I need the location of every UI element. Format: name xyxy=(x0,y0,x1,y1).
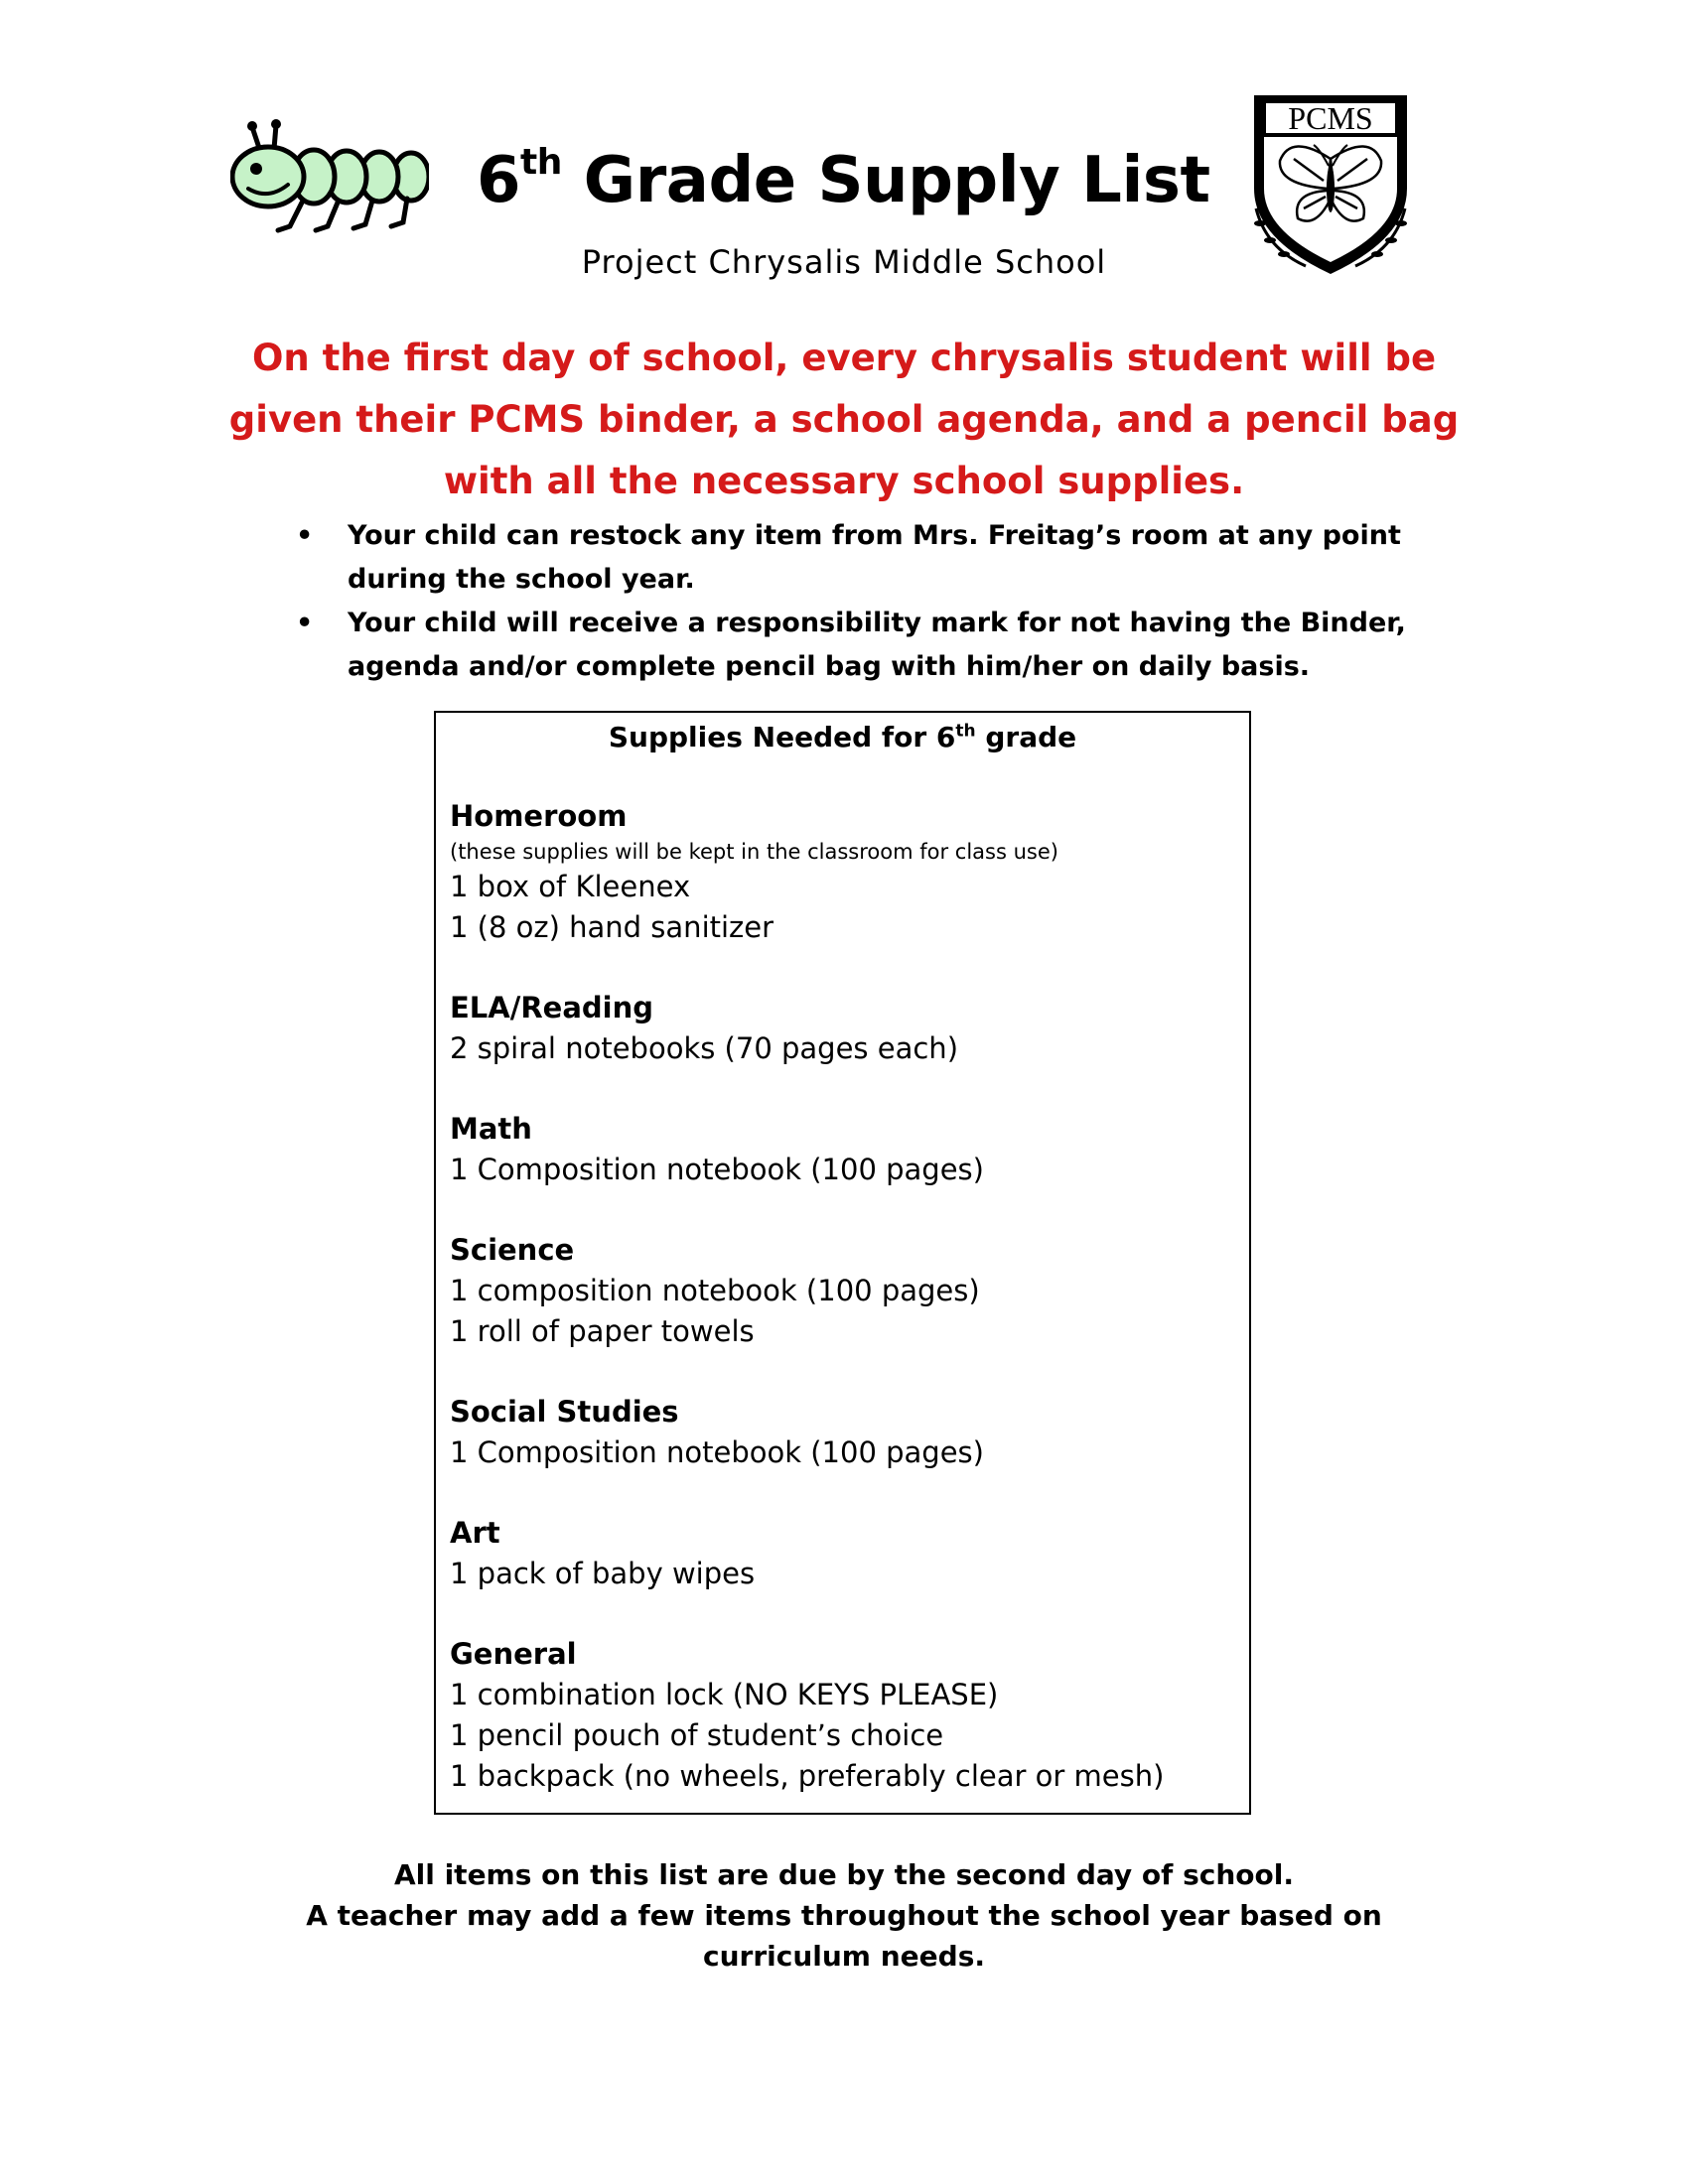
red-notice: On the first day of school, every chrysalis student will be given their PCMS binder, a school agenda, and a pencil bag with all the necessary school supplies. xyxy=(228,337,1460,502)
title-text: Grade Supply List xyxy=(561,144,1210,217)
section-homeroom xyxy=(450,796,1234,948)
caterpillar-logo-icon xyxy=(230,119,429,243)
section-science xyxy=(450,1230,1234,1352)
section-heading: General xyxy=(450,1637,577,1671)
page-title xyxy=(477,141,1231,217)
section-general xyxy=(450,1634,1234,1797)
supply-box-title xyxy=(436,721,1249,753)
supply-item: 1 roll of paper towels xyxy=(450,1314,755,1348)
bullet-item xyxy=(288,514,1440,602)
bullet-icon: • xyxy=(296,520,314,551)
bullet-list xyxy=(288,514,1440,689)
bullet-text: Your child can restock any item from Mrs. Freitag’s room at any point during the school year. xyxy=(348,520,1401,595)
section-art xyxy=(450,1513,1234,1594)
section-heading: Science xyxy=(450,1233,575,1267)
school-name: Project Chrysalis Middle School xyxy=(581,243,1107,281)
crest-text: PCMS xyxy=(1288,100,1373,136)
title-number: 6 xyxy=(477,144,521,217)
section-ela-reading xyxy=(450,988,1234,1069)
box-title-suffix: grade xyxy=(975,721,1077,753)
supply-item: 1 (8 oz) hand sanitizer xyxy=(450,910,774,944)
footer-line-2: A teacher may add a few items throughout the school year based on curriculum needs. xyxy=(306,1899,1382,1973)
supply-item: 1 pack of baby wipes xyxy=(450,1557,756,1590)
footer-line-1: All items on this list are due by the second day of school. xyxy=(393,1858,1295,1891)
section-heading: Art xyxy=(450,1516,500,1550)
supply-item: 2 spiral notebooks (70 pages each) xyxy=(450,1031,959,1065)
supply-item: 1 composition notebook (100 pages) xyxy=(450,1274,980,1307)
section-note: (these supplies will be kept in the classroom for class use) xyxy=(450,840,1058,864)
section-heading: ELA/Reading xyxy=(450,991,653,1024)
box-title-superscript: th xyxy=(955,721,976,742)
supply-item: 1 Composition notebook (100 pages) xyxy=(450,1153,984,1186)
supply-box xyxy=(434,711,1251,1815)
bullet-icon: • xyxy=(296,608,314,638)
supply-sections xyxy=(450,796,1234,1837)
section-heading: Homeroom xyxy=(450,799,628,833)
supply-item: 1 Composition notebook (100 pages) xyxy=(450,1435,984,1469)
section-heading: Social Studies xyxy=(450,1395,679,1429)
section-heading: Math xyxy=(450,1112,532,1146)
supply-item: 1 backpack (no wheels, preferably clear or mesh) xyxy=(450,1759,1165,1793)
section-math xyxy=(450,1109,1234,1190)
section-social-studies xyxy=(450,1392,1234,1473)
title-superscript: th xyxy=(520,141,562,183)
footer-note xyxy=(268,1854,1420,1977)
supply-item: 1 box of Kleenex xyxy=(450,870,691,903)
bullet-item xyxy=(288,602,1440,689)
supply-item: 1 pencil pouch of student’s choice xyxy=(450,1718,944,1752)
supply-item: 1 combination lock (NO KEYS PLEASE) xyxy=(450,1678,999,1711)
bullet-text: Your child will receive a responsibility mark for not having the Binder, agenda and/or complete pencil bag with him/her on daily basis. xyxy=(348,608,1406,682)
box-title-prefix: Supplies Needed for 6 xyxy=(608,721,956,753)
